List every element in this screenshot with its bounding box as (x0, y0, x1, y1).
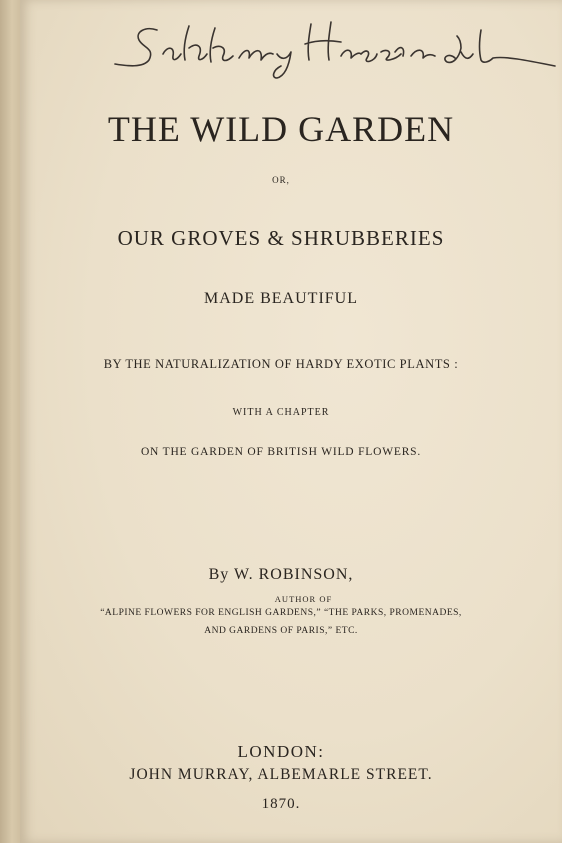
imprint-publisher: JOHN MURRAY, ALBEMARLE STREET. (129, 766, 433, 783)
subtitle-line-5: ON THE GARDEN OF BRITISH WILD FLOWERS. (140, 446, 422, 458)
author-works-line-2: AND GARDENS OF PARIS,” ETC. (204, 626, 358, 636)
imprint-city: LONDON: (237, 742, 325, 761)
handwritten-signature (105, 18, 562, 88)
subtitle-line-2: MADE BEAUTIFUL (204, 290, 358, 307)
book-title: THE WILD GARDEN (107, 109, 455, 149)
author-works-line-1: “ALPINE FLOWERS FOR ENGLISH GARDENS,” “THE PARKS, PROMENADES, (100, 608, 462, 618)
imprint-year: 1870. (261, 796, 301, 812)
subtitle-line-1: OUR GROVES & SHRUBBERIES (117, 226, 445, 250)
title-conjunction: OR, (272, 175, 290, 185)
subtitle-line-3: BY THE NATURALIZATION OF HARDY EXOTIC PLANTS : (103, 357, 459, 371)
subtitle-line-4: WITH A CHAPTER (232, 407, 330, 418)
author-of-label: AUTHOR OF (274, 594, 333, 604)
author-byline: By W. ROBINSON, (208, 566, 354, 583)
